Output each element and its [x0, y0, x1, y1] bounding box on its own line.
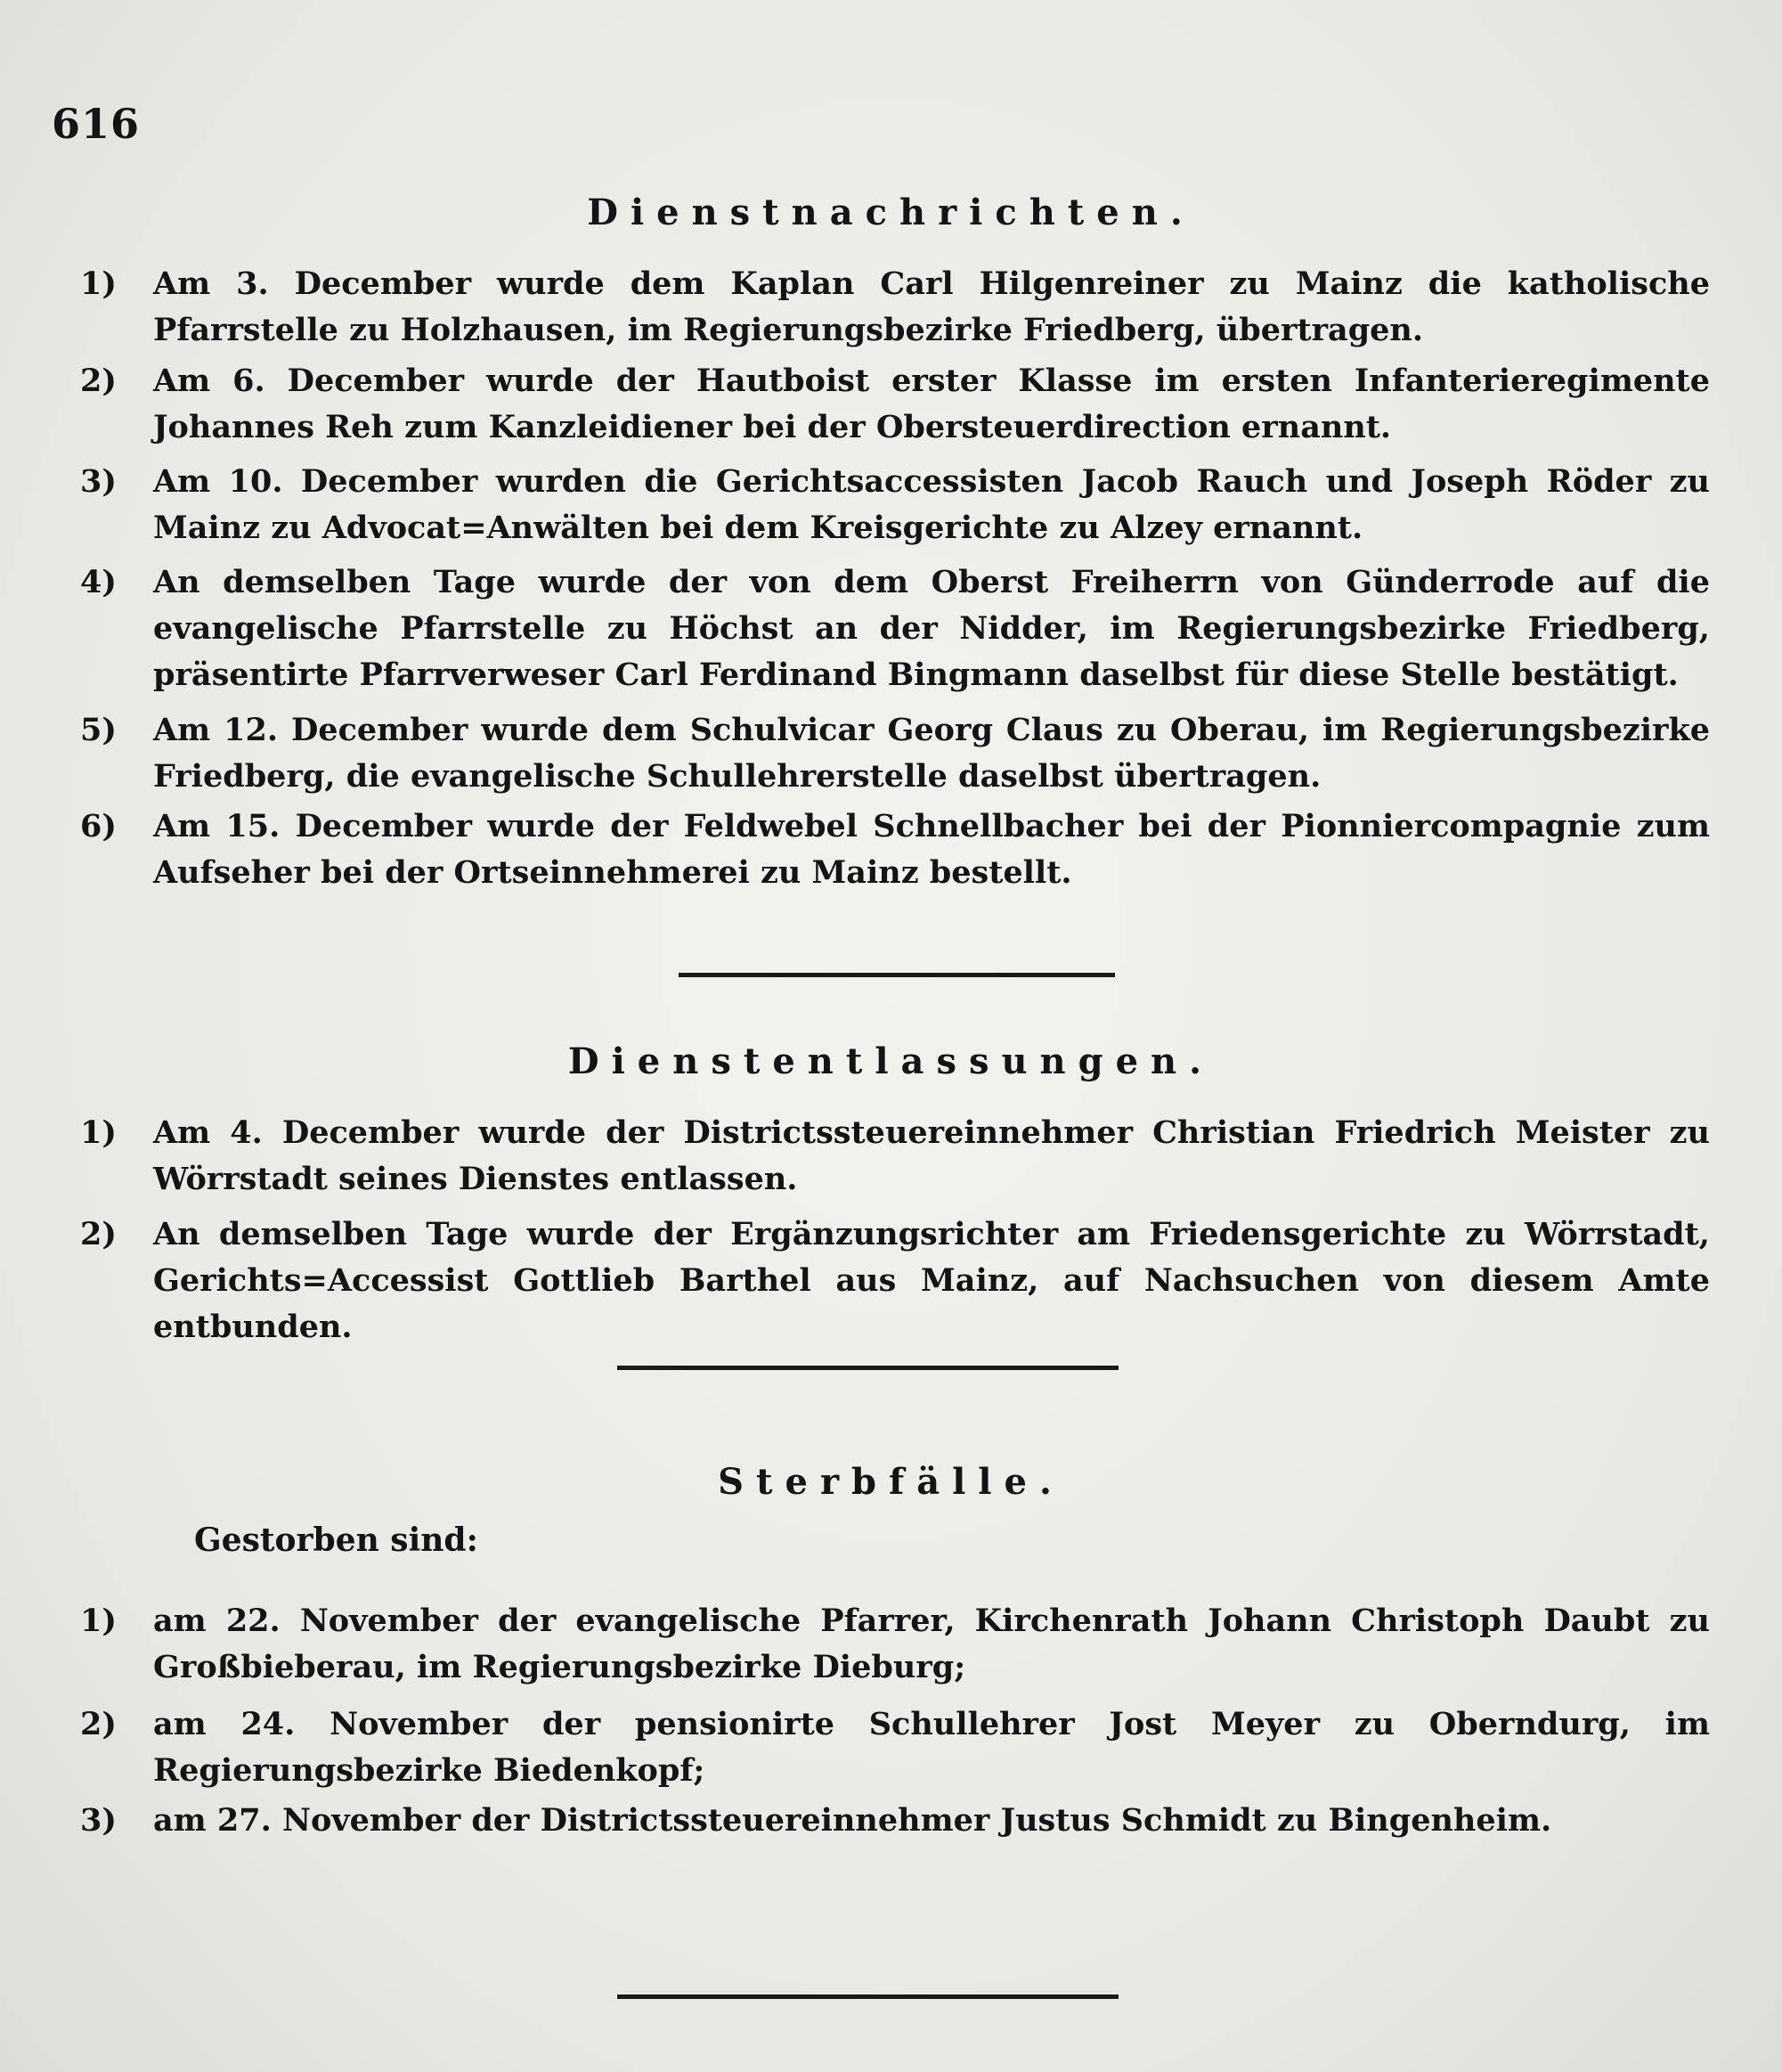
item-text: Am 6. December wurde der Hautboist erster Klasse im ersten Infanterieregimente Johannes Reh zum Kanzleidiener bei der Obersteuerdirection ernannt. [153, 363, 1710, 445]
item-number: 3) [80, 463, 117, 500]
list-item [80, 1701, 1710, 1794]
item-text: An demselben Tage wurde der von dem Oberst Freiherrn von Günderrode auf die evangelische Pfarrstelle zu Höchst an der Nidder, im Regierungsbezirke Friedberg, präsentirte Pfarrverweser Carl Ferdinand Bingmann daselbst für diese Stelle bestätigt. [153, 564, 1710, 693]
item-number: 1) [80, 1603, 117, 1639]
item-number: 4) [80, 564, 117, 600]
item-text: am 24. November der pensionirte Schullehrer Jost Meyer zu Oberndurg, im Regierungsbezirke Biedenkopf; [153, 1706, 1710, 1789]
item-text: Am 15. December wurde der Feldwebel Schnellbacher bei der Pionniercompagnie zum Aufseher bei der Ortseinnehmerei zu Mainz bestellt. [153, 808, 1710, 891]
list-item [80, 1598, 1710, 1691]
section-title-dienstnachrichten: Dienstnachrichten. [587, 192, 1195, 233]
list-item [80, 559, 1710, 698]
page-number: 616 [52, 100, 141, 148]
item-text: am 22. November der evangelische Pfarrer, Kirchenrath Johann Christoph Daubt zu Großbieberau, im Regierungsbezirke Dieburg; [153, 1603, 1710, 1685]
item-number: 2) [80, 1216, 117, 1252]
item-number: 2) [80, 363, 117, 399]
item-number: 2) [80, 1706, 117, 1742]
item-number: 6) [80, 808, 117, 844]
list-item [80, 1798, 1710, 1844]
list-item [80, 261, 1710, 354]
item-text: Am 4. December wurde der Districtssteuereinnehmer Christian Friedrich Meister zu Wörrstadt seines Dienstes entlassen. [153, 1114, 1710, 1197]
list-item [80, 707, 1710, 800]
list-item [80, 358, 1710, 451]
item-number: 1) [80, 1114, 117, 1151]
item-text: An demselben Tage wurde der Ergänzungsrichter am Friedensgerichte zu Wörrstadt, Gerichts=Accessist Gottlieb Barthel aus Mainz, auf Nachsuchen von diesem Amte entbunden. [153, 1216, 1710, 1345]
item-text: am 27. November der Districtssteuereinnehmer Justus Schmidt zu Bingenheim. [153, 1802, 1552, 1839]
section-title-dienstentlassungen: Dienstentlassungen. [567, 1040, 1215, 1082]
section-divider [679, 973, 1115, 977]
item-number: 5) [80, 712, 117, 748]
item-text: Am 3. December wurde dem Kaplan Carl Hilgenreiner zu Mainz die katholische Pfarrstelle zu Holzhausen, im Regierungsbezirke Friedberg, übertragen. [153, 265, 1710, 348]
section-divider [617, 1366, 1119, 1370]
item-number: 3) [80, 1802, 117, 1839]
item-text: Am 12. December wurde dem Schulvicar Georg Claus zu Oberau, im Regierungsbezirke Friedberg, die evangelische Schullehrerstelle daselbst übertragen. [153, 712, 1710, 795]
section-divider [617, 1995, 1119, 1999]
section-intro: Gestorben sind: [194, 1521, 478, 1559]
item-text: Am 10. December wurden die Gerichtsaccessisten Jacob Rauch und Joseph Röder zu Mainz zu Advocat=Anwälten bei dem Kreisgerichte zu Alzey ernannt. [153, 463, 1710, 546]
list-item [80, 459, 1710, 551]
section-title-sterbfaelle: Sterbfälle. [718, 1461, 1064, 1503]
list-item [80, 1211, 1710, 1350]
list-item [80, 1110, 1710, 1203]
item-number: 1) [80, 265, 117, 302]
list-item [80, 804, 1710, 896]
